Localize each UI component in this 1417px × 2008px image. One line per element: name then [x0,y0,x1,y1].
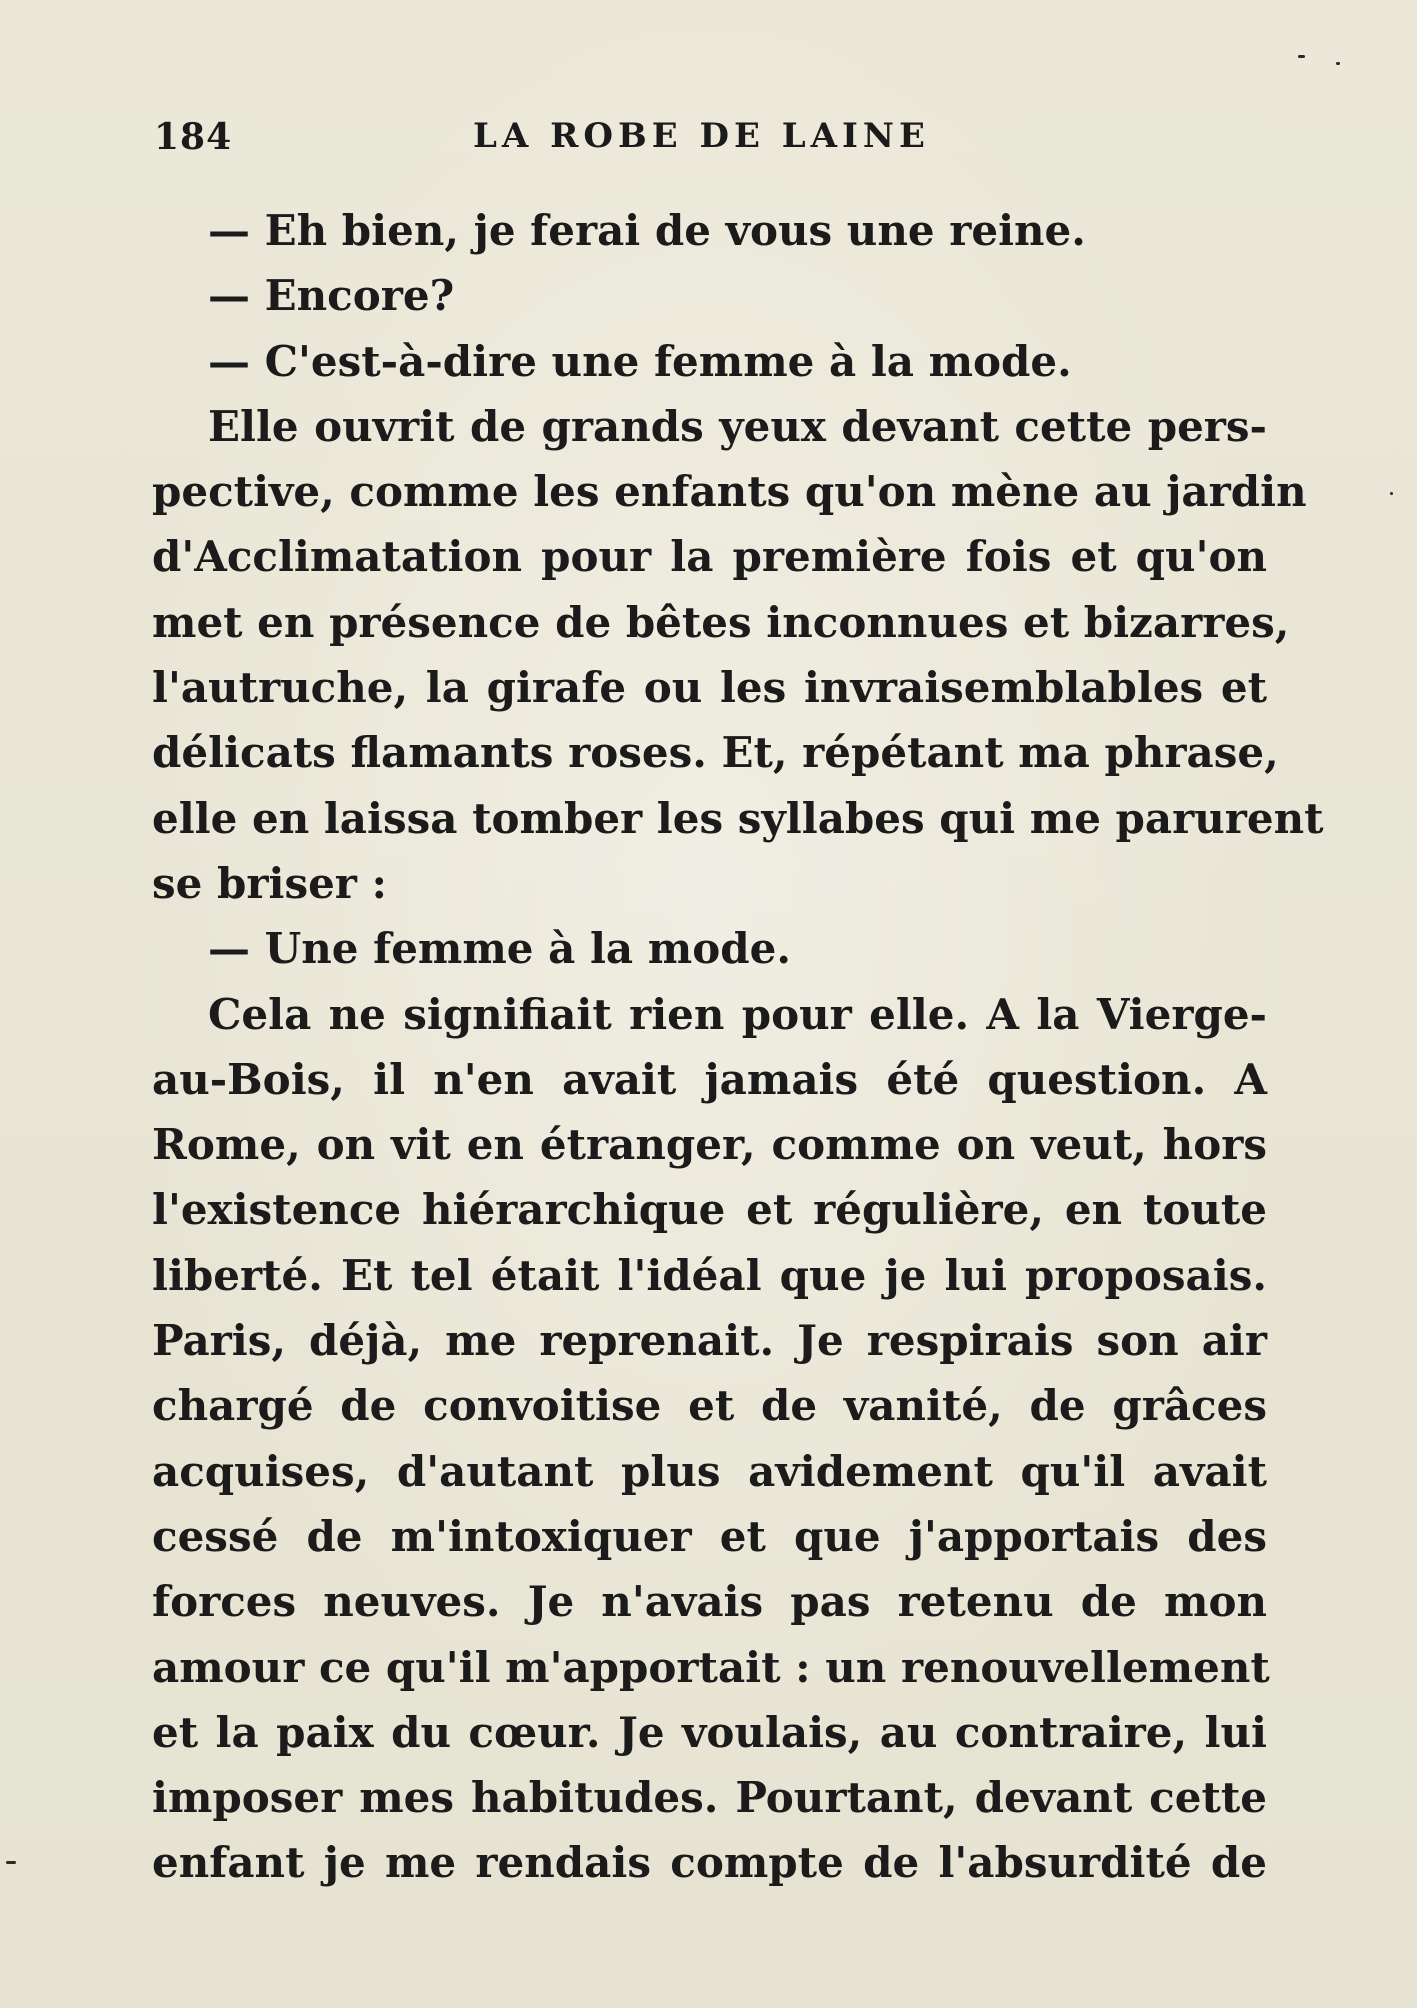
paper-speck [1336,62,1340,65]
text-line: — C'est-à-dire une femme à la mode. [208,336,1072,386]
text-line: cessé de m'intoxiquer et que j'apportais des [152,1511,1267,1561]
page-number: 184 [154,116,233,158]
running-title: LA ROBE DE LAINE [473,116,930,156]
text-line: Rome, on vit en étranger, comme on veut, hors [152,1120,1267,1170]
text-line: enfant je me rendais compte de l'absurdité de [152,1838,1267,1888]
text-line: et la paix du cœur. Je voulais, au contraire, lui [152,1707,1267,1757]
text-line: Cela ne signifiait rien pour elle. A la Vierge- [208,989,1267,1039]
text-line: au-Bois, il n'en avait jamais été question. A [152,1054,1267,1104]
text-line: forces neuves. Je n'avais pas retenu de mon [152,1577,1267,1627]
text-line: Paris, déjà, me reprenait. Je respirais son air [152,1316,1267,1366]
text-line: — Eh bien, je ferai de vous une reine. [208,206,1086,255]
text-line: met en présence de bêtes inconnues et bizarres, [152,597,1290,647]
text-line: d'Acclimatation pour la première fois et qu'on [152,532,1267,582]
text-line: l'autruche, la girafe ou les invraisemblables et [152,663,1267,713]
paper-speck [1390,492,1393,495]
text-line: se briser : [152,858,388,908]
text-line: amour ce qu'il m'apportait : un renouvellement [152,1642,1270,1692]
page-header [150,112,1270,172]
text-line: délicats flamants roses. Et, répétant ma phrase, [152,728,1279,778]
paper-speck [6,1861,16,1864]
text-line: acquises, d'autant plus avidement qu'il avait [152,1446,1267,1496]
text-line: liberté. Et tel était l'idéal que je lui proposais. [152,1250,1267,1300]
paper-speck [1298,55,1305,58]
body-text [152,198,1324,1896]
text-line: pective, comme les enfants qu'on mène au jardin [152,467,1307,517]
text-line: l'existence hiérarchique et régulière, en toute [152,1185,1267,1235]
text-line: imposer mes habitudes. Pourtant, devant cette [152,1773,1267,1823]
text-line: chargé de convoitise et de vanité, de grâces [152,1381,1267,1431]
text-line: — Encore? [208,271,455,321]
text-line: elle en laissa tomber les syllabes qui me parurent [152,793,1324,843]
text-line: — Une femme à la mode. [208,924,791,974]
text-line: Elle ouvrit de grands yeux devant cette pers- [208,401,1267,451]
